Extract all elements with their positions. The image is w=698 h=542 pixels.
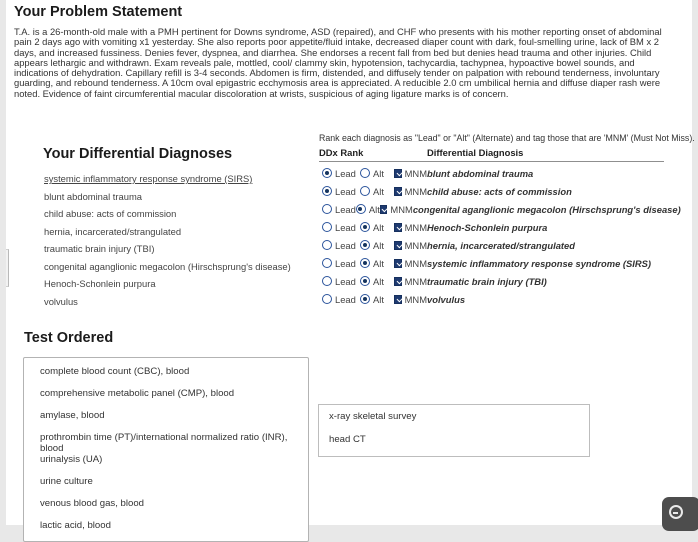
alt-label: Alt bbox=[373, 275, 384, 287]
rank-diagnosis-label: volvulus bbox=[427, 293, 466, 305]
differential-item[interactable]: traumatic brain injury (TBI) bbox=[44, 243, 155, 254]
mnm-label: MNM bbox=[390, 203, 413, 215]
alt-label: Alt bbox=[373, 257, 384, 269]
rank-instruction: Rank each diagnosis as "Lead" or "Alt" (Alternate) and tag those that are 'MNM' (Must Not Miss). bbox=[319, 133, 695, 143]
mnm-checkbox[interactable] bbox=[394, 187, 402, 196]
alt-label: Alt bbox=[373, 167, 384, 179]
differential-item[interactable]: volvulus bbox=[44, 295, 78, 307]
rank-row bbox=[319, 254, 669, 272]
lead-label: Lead bbox=[335, 257, 356, 269]
differential-item[interactable]: hernia, incarcerated/strangulated bbox=[44, 225, 182, 237]
lead-label: Lead bbox=[335, 239, 356, 251]
mnm-label: MNM bbox=[404, 257, 427, 269]
rank-diagnosis-label: Henoch-Schonlein purpura bbox=[427, 221, 548, 233]
ordered-test-item[interactable]: complete blood count (CBC), blood bbox=[40, 366, 190, 377]
lead-radio[interactable] bbox=[322, 204, 332, 214]
cutoff-panel-edge bbox=[6, 249, 9, 287]
alt-radio[interactable] bbox=[356, 204, 366, 214]
rank-row bbox=[319, 272, 669, 290]
alt-radio[interactable] bbox=[360, 276, 370, 286]
mnm-label: MNM bbox=[404, 275, 427, 287]
rank-row bbox=[319, 290, 669, 308]
mnm-label: MNM bbox=[404, 239, 427, 251]
differential-item[interactable]: child abuse: acts of commission bbox=[44, 208, 177, 219]
rank-row bbox=[319, 218, 669, 236]
rank-row bbox=[319, 182, 669, 200]
ordered-imaging-tests-box bbox=[318, 404, 590, 457]
lead-label: Lead bbox=[335, 221, 356, 233]
alt-radio[interactable] bbox=[360, 222, 370, 232]
rank-row bbox=[319, 236, 669, 254]
header-divider bbox=[319, 161, 664, 162]
mnm-checkbox[interactable] bbox=[394, 169, 402, 178]
lead-radio[interactable] bbox=[322, 222, 332, 232]
rank-diagnosis-label: traumatic brain injury (TBI) bbox=[427, 275, 547, 287]
alt-radio[interactable] bbox=[360, 258, 370, 268]
rank-diagnosis-label: hernia, incarcerated/strangulated bbox=[427, 239, 575, 251]
problem-statement-title: Your Problem Statement bbox=[14, 4, 183, 20]
alt-radio[interactable] bbox=[360, 240, 370, 250]
ordered-test-item[interactable]: venous blood gas, blood bbox=[40, 498, 145, 509]
ddx-rank-column-header: DDx Rank bbox=[319, 147, 364, 158]
lead-label: Lead bbox=[335, 275, 356, 287]
mnm-checkbox[interactable] bbox=[394, 259, 402, 268]
lead-label: Lead bbox=[335, 185, 356, 197]
mnm-label: MNM bbox=[404, 185, 427, 197]
rank-diagnosis-label: child abuse: acts of commission bbox=[427, 185, 572, 197]
ordered-test-item[interactable]: urinalysis (UA) bbox=[40, 454, 103, 465]
problem-statement-body: T.A. is a 26-month-old male with a PMH pertinent for Downs syndrome, ASD (repaired), and CHF who presents with his mother reporting onset of abdominal pain 2 days ago with vomiting x1 yesterday. She also reports poor appetite/fluid intake, decreased diaper count with dark, foul-smelling urine, lack of BM x 2 days, and increased fussiness. Denies fever, dyspnea, and diarrhea. She endorses a recent fall from bed but denies head trauma and other injuries. Child appears lethargic and withdrawn. Exam reveals pale, mottled, cool/ clammy skin, hypotension, tachycardia, tachypnea, hypoactive bowel sounds, and indications of dehydration. Capillary refill is 3-4 seconds. Abdomen is firm, distended, and diffusely tender on palpation with rebound tenderness, involuntary guarding, and rebound tenderness. A 10cm oval epigastric ecchymosis area is appreciated. A reducible 2.0 cm umbilical hernia and diffuse diaper rash were noted. Evidence of faint circumferential macular discoloration at wrists, suspicious of aging ligature marks is of concern. bbox=[14, 26, 662, 99]
rank-diagnosis-label: blunt abdominal trauma bbox=[427, 167, 534, 179]
mnm-checkbox[interactable] bbox=[394, 241, 402, 250]
alt-radio[interactable] bbox=[360, 168, 370, 178]
lead-label: Lead bbox=[335, 167, 356, 179]
ordered-test-item[interactable]: x-ray skeletal survey bbox=[329, 411, 417, 422]
mnm-checkbox[interactable] bbox=[394, 277, 402, 286]
differential-item[interactable]: congenital aganglionic megacolon (Hirschsprung's disease) bbox=[44, 260, 291, 272]
differential-item[interactable]: blunt abdominal trauma bbox=[44, 190, 142, 202]
differential-item[interactable]: systemic inflammatory response syndrome (SIRS) bbox=[44, 173, 253, 184]
ddx-rank-panel bbox=[319, 133, 695, 308]
rank-table-header bbox=[319, 147, 669, 158]
alt-label: Alt bbox=[373, 221, 384, 233]
alt-label: Alt bbox=[373, 185, 384, 197]
ordered-test-item[interactable]: comprehensive metabolic panel (CMP), blood bbox=[40, 388, 235, 399]
mnm-label: MNM bbox=[404, 167, 427, 179]
ordered-test-item[interactable]: prothrombin time (PT)/international normalized ratio (INR), blood bbox=[40, 432, 288, 454]
mnm-checkbox[interactable] bbox=[394, 295, 402, 304]
alt-radio[interactable] bbox=[360, 186, 370, 196]
lead-radio[interactable] bbox=[322, 294, 332, 304]
rank-diagnosis-label: systemic inflammatory response syndrome (SIRS) bbox=[427, 257, 652, 269]
alt-radio[interactable] bbox=[360, 294, 370, 304]
ordered-test-item[interactable]: head CT bbox=[329, 434, 366, 445]
alt-label: Alt bbox=[373, 293, 384, 305]
lead-radio[interactable] bbox=[322, 168, 332, 178]
lead-radio[interactable] bbox=[322, 276, 332, 286]
rank-row bbox=[319, 200, 681, 218]
mnm-label: MNM bbox=[404, 221, 427, 233]
mnm-label: MNM bbox=[404, 293, 427, 305]
rank-diagnosis-label: congenital aganglionic megacolon (Hirschsprung's disease) bbox=[412, 203, 681, 215]
differential-diagnosis-column-header: Differential Diagnosis bbox=[427, 147, 524, 158]
lead-radio[interactable] bbox=[322, 258, 332, 268]
alt-label: Alt bbox=[373, 239, 384, 251]
clinical-reasoning-page bbox=[6, 0, 695, 531]
ordered-test-item[interactable]: urine culture bbox=[40, 476, 93, 487]
alt-label: Alt bbox=[368, 203, 380, 215]
mnm-checkbox[interactable] bbox=[380, 205, 388, 214]
lead-radio[interactable] bbox=[322, 186, 332, 196]
ordered-test-item[interactable]: amylase, blood bbox=[40, 410, 105, 421]
ordered-test-item[interactable]: lactic acid, blood bbox=[40, 520, 111, 531]
tests-ordered-title: Test Ordered bbox=[24, 330, 114, 346]
lead-label: Lead bbox=[335, 293, 356, 305]
rank-row bbox=[319, 164, 669, 182]
ordered-lab-tests-box bbox=[23, 357, 309, 542]
differential-diagnoses-title: Your Differential Diagnoses bbox=[43, 146, 233, 162]
mnm-checkbox[interactable] bbox=[394, 223, 402, 232]
lead-radio[interactable] bbox=[322, 240, 332, 250]
lead-label: Lead bbox=[335, 203, 356, 215]
differential-diagnoses-list bbox=[44, 173, 309, 313]
floating-widget-button[interactable] bbox=[662, 497, 698, 531]
circle-glyph-icon bbox=[669, 505, 683, 519]
differential-item[interactable]: Henoch-Schonlein purpura bbox=[44, 278, 156, 289]
